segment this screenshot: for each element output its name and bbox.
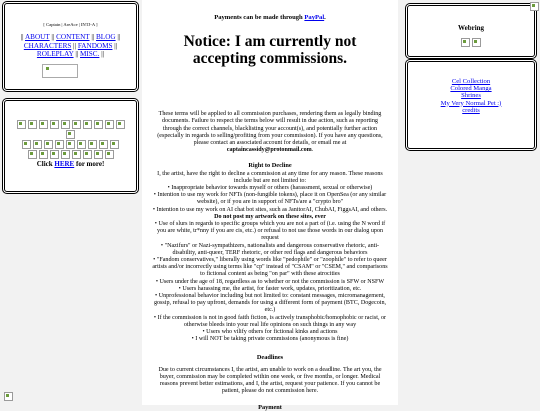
list-item: • Users harassing me, the artist, for faster work, updates, prioritization, etc. — [152, 286, 388, 293]
sites-box — [407, 61, 535, 149]
site-button-icon[interactable] — [22, 140, 31, 149]
site-button-icon[interactable] — [28, 120, 37, 129]
nav-link-roleplay[interactable]: ROLEPLAY — [36, 50, 74, 59]
more-buttons-cta — [5, 160, 136, 168]
site-button-icon[interactable] — [72, 120, 81, 129]
list-item — [152, 207, 388, 221]
site-buttons-row — [5, 119, 136, 159]
broken-image-icon — [530, 2, 539, 11]
sites-list — [408, 78, 534, 114]
section-title-payment: Payment — [258, 403, 282, 411]
list-item: • Users under the age of 18, regardless as to whether or not the commission is SFW or NSFW — [152, 279, 388, 286]
webring-title: Webring — [457, 24, 485, 32]
site-button-icon[interactable] — [105, 120, 114, 129]
email-suffix: . — [311, 147, 314, 154]
site-button-icon[interactable] — [28, 150, 37, 159]
webring-next-icon[interactable] — [472, 38, 481, 47]
site-link-cel-collection[interactable]: Cel Collection — [451, 78, 491, 85]
nav-link-characters[interactable]: CHARACTERS — [23, 41, 72, 50]
list-item: • I will NOT be taking private commissions (anonymous is fine) — [152, 336, 388, 343]
site-button-icon[interactable] — [83, 150, 92, 159]
payment-notice — [152, 14, 388, 21]
site-button-icon[interactable] — [94, 150, 103, 159]
list-item: • Inappropriate behavior towards myself or others (harassment, sexual or otherwise) — [152, 185, 388, 192]
site-button-icon[interactable] — [83, 120, 92, 129]
nav-link-about[interactable]: ABOUT — [24, 33, 50, 41]
list-item: • "Nazifurs" or Nazi-sympathizers, nationalists and dangerous conservative rhetoric, anti-disability, anti-queer, TERF rhetoric, or other red flags and dangerous behaviors — [152, 243, 388, 257]
site-button-icon[interactable] — [61, 150, 70, 159]
cta-suffix: for more! — [74, 160, 105, 168]
site-button-icon[interactable] — [94, 120, 103, 129]
webring-box — [407, 5, 535, 57]
more-buttons-link[interactable]: HERE — [54, 160, 75, 168]
list-item: • Unprofessional behavior including but not limited to: constant messages, micromanagement, gossip, refusal to pay upfront, demands for using a different form of payment (BTC, Dogecoin, etc.) — [152, 293, 388, 315]
site-button-icon[interactable] — [116, 120, 125, 129]
terms-intro — [152, 111, 388, 154]
decline-reasons-list — [152, 185, 388, 343]
site-button-icon[interactable] — [110, 140, 119, 149]
left-nav-box — [4, 3, 137, 90]
site-button-icon[interactable] — [66, 130, 75, 139]
site-link-shrines[interactable]: Shrines — [461, 92, 481, 100]
list-item: • Users who vilify others for fictional kinks and actions — [152, 329, 388, 336]
site-button-icon[interactable] — [88, 140, 97, 149]
payment-suffix: . — [324, 14, 326, 21]
site-link-colored-manga[interactable]: Colored Manga — [450, 85, 492, 93]
site-button-icon[interactable] — [72, 150, 81, 159]
site-button-icon[interactable] — [50, 120, 59, 129]
section-title-right-to-decline: Right to Decline — [248, 162, 292, 170]
payment-prefix: Payments can be made through — [214, 14, 305, 21]
broken-image-icon — [42, 64, 78, 78]
section-title-deadlines: Deadlines — [256, 353, 284, 361]
list-item: • If the commission is not in good faith fiction, is actively transphobic/homophobic or racist, or otherwise bleeds into your real life opinions on such things in any way — [152, 315, 388, 329]
main-content — [142, 0, 398, 411]
site-buttons-box — [4, 100, 137, 192]
site-button-icon[interactable] — [39, 150, 48, 159]
webring-images — [408, 33, 534, 51]
deadlines-text: Due to current circumstances I, the artist, am unable to work on a deadline. The art you, the buyer, commission may be completed within one week, or five months, or longer. Medical reasons prevent better estimations, and I, the artist, request your patience. If you cannot be patient, please do not commission here. — [158, 366, 382, 395]
broken-image-icon — [4, 392, 13, 401]
site-button-icon[interactable] — [105, 150, 114, 159]
site-button-icon[interactable] — [50, 150, 59, 159]
nav-link-misc[interactable]: MISC. — [80, 50, 100, 59]
list-item: • Use of slurs in regards to specific groups which you are not a part of (i.e. using the N word if you are white, tr*nny if you are cis, etc.) or refusal to not use those words in our dialog upon request — [152, 221, 388, 243]
site-link-normal-pet[interactable]: My Very Normal Pet :) — [440, 99, 502, 107]
list-item-bold: Do not post my artwork on these sites, ever — [214, 213, 326, 220]
site-button-icon[interactable] — [39, 120, 48, 129]
cta-prefix: Click — [36, 160, 55, 168]
paypal-link[interactable]: PayPal — [304, 14, 325, 21]
site-button-icon[interactable] — [99, 140, 108, 149]
list-item: • "Fandom conservatives," liberally using words like "pedophile" or "zoophile" to refer to queer artists and/or incorrectly using terms like "cp" instead of "CSAM" or "CSEM," and comparisons to fictional content as being "on par" with these atrocities — [152, 257, 388, 279]
list-item-text: Intention to use my work on AI chat bot sites, such as JanitorAI, ChubAI, FiggsAI, and others. — [156, 206, 388, 213]
site-button-icon[interactable] — [66, 140, 75, 149]
site-button-icon[interactable] — [44, 140, 53, 149]
list-item: • Intention to use my work for NFTs (non-fungible tokens), place it on OpenSea (or any similar website), or if you are in support of NFTs/are a "crypto bro" — [152, 192, 388, 206]
page-headline: Notice: I am currently not accepting commissions. — [183, 33, 357, 68]
contact-email: captaincassidy@protonmail.com — [226, 147, 312, 154]
nav-link-content[interactable]: CONTENT — [56, 33, 90, 41]
site-button-icon[interactable] — [55, 140, 64, 149]
webring-prev-icon[interactable] — [461, 38, 470, 47]
site-link-credits[interactable]: credits — [462, 106, 480, 114]
site-button-icon[interactable] — [61, 120, 70, 129]
nav-link-blog[interactable]: BLOG — [96, 33, 116, 41]
site-button-icon[interactable] — [33, 140, 42, 149]
terms-intro-text: These terms will be applied to all commission purchases, rendering them as legally binding documents. Failure to respect the terms below will result in due action, such as reporting through the correct channels, blacklisting your account(s), and potentially further action (especially in regards to selling/profiting from your commission). If you have any questions, please contact an associated account for details, or email me at — [157, 111, 383, 147]
nav-link-fandoms[interactable]: FANDOMS — [77, 41, 113, 50]
right-to-decline-lead: I, the artist, have the right to decline a commission at any time for any reason. These reasons include but are not limited to: — [157, 170, 383, 184]
profile-tagline: [ Captain | AreAce | INTJ-A ] — [43, 22, 98, 27]
site-button-icon[interactable] — [17, 120, 26, 129]
nav-links: || ABOUT || CONTENT || BLOG || CHARACTERS || FANDOMS || ROLEPLAY || MISC. || — [20, 33, 121, 59]
site-button-icon[interactable] — [77, 140, 86, 149]
